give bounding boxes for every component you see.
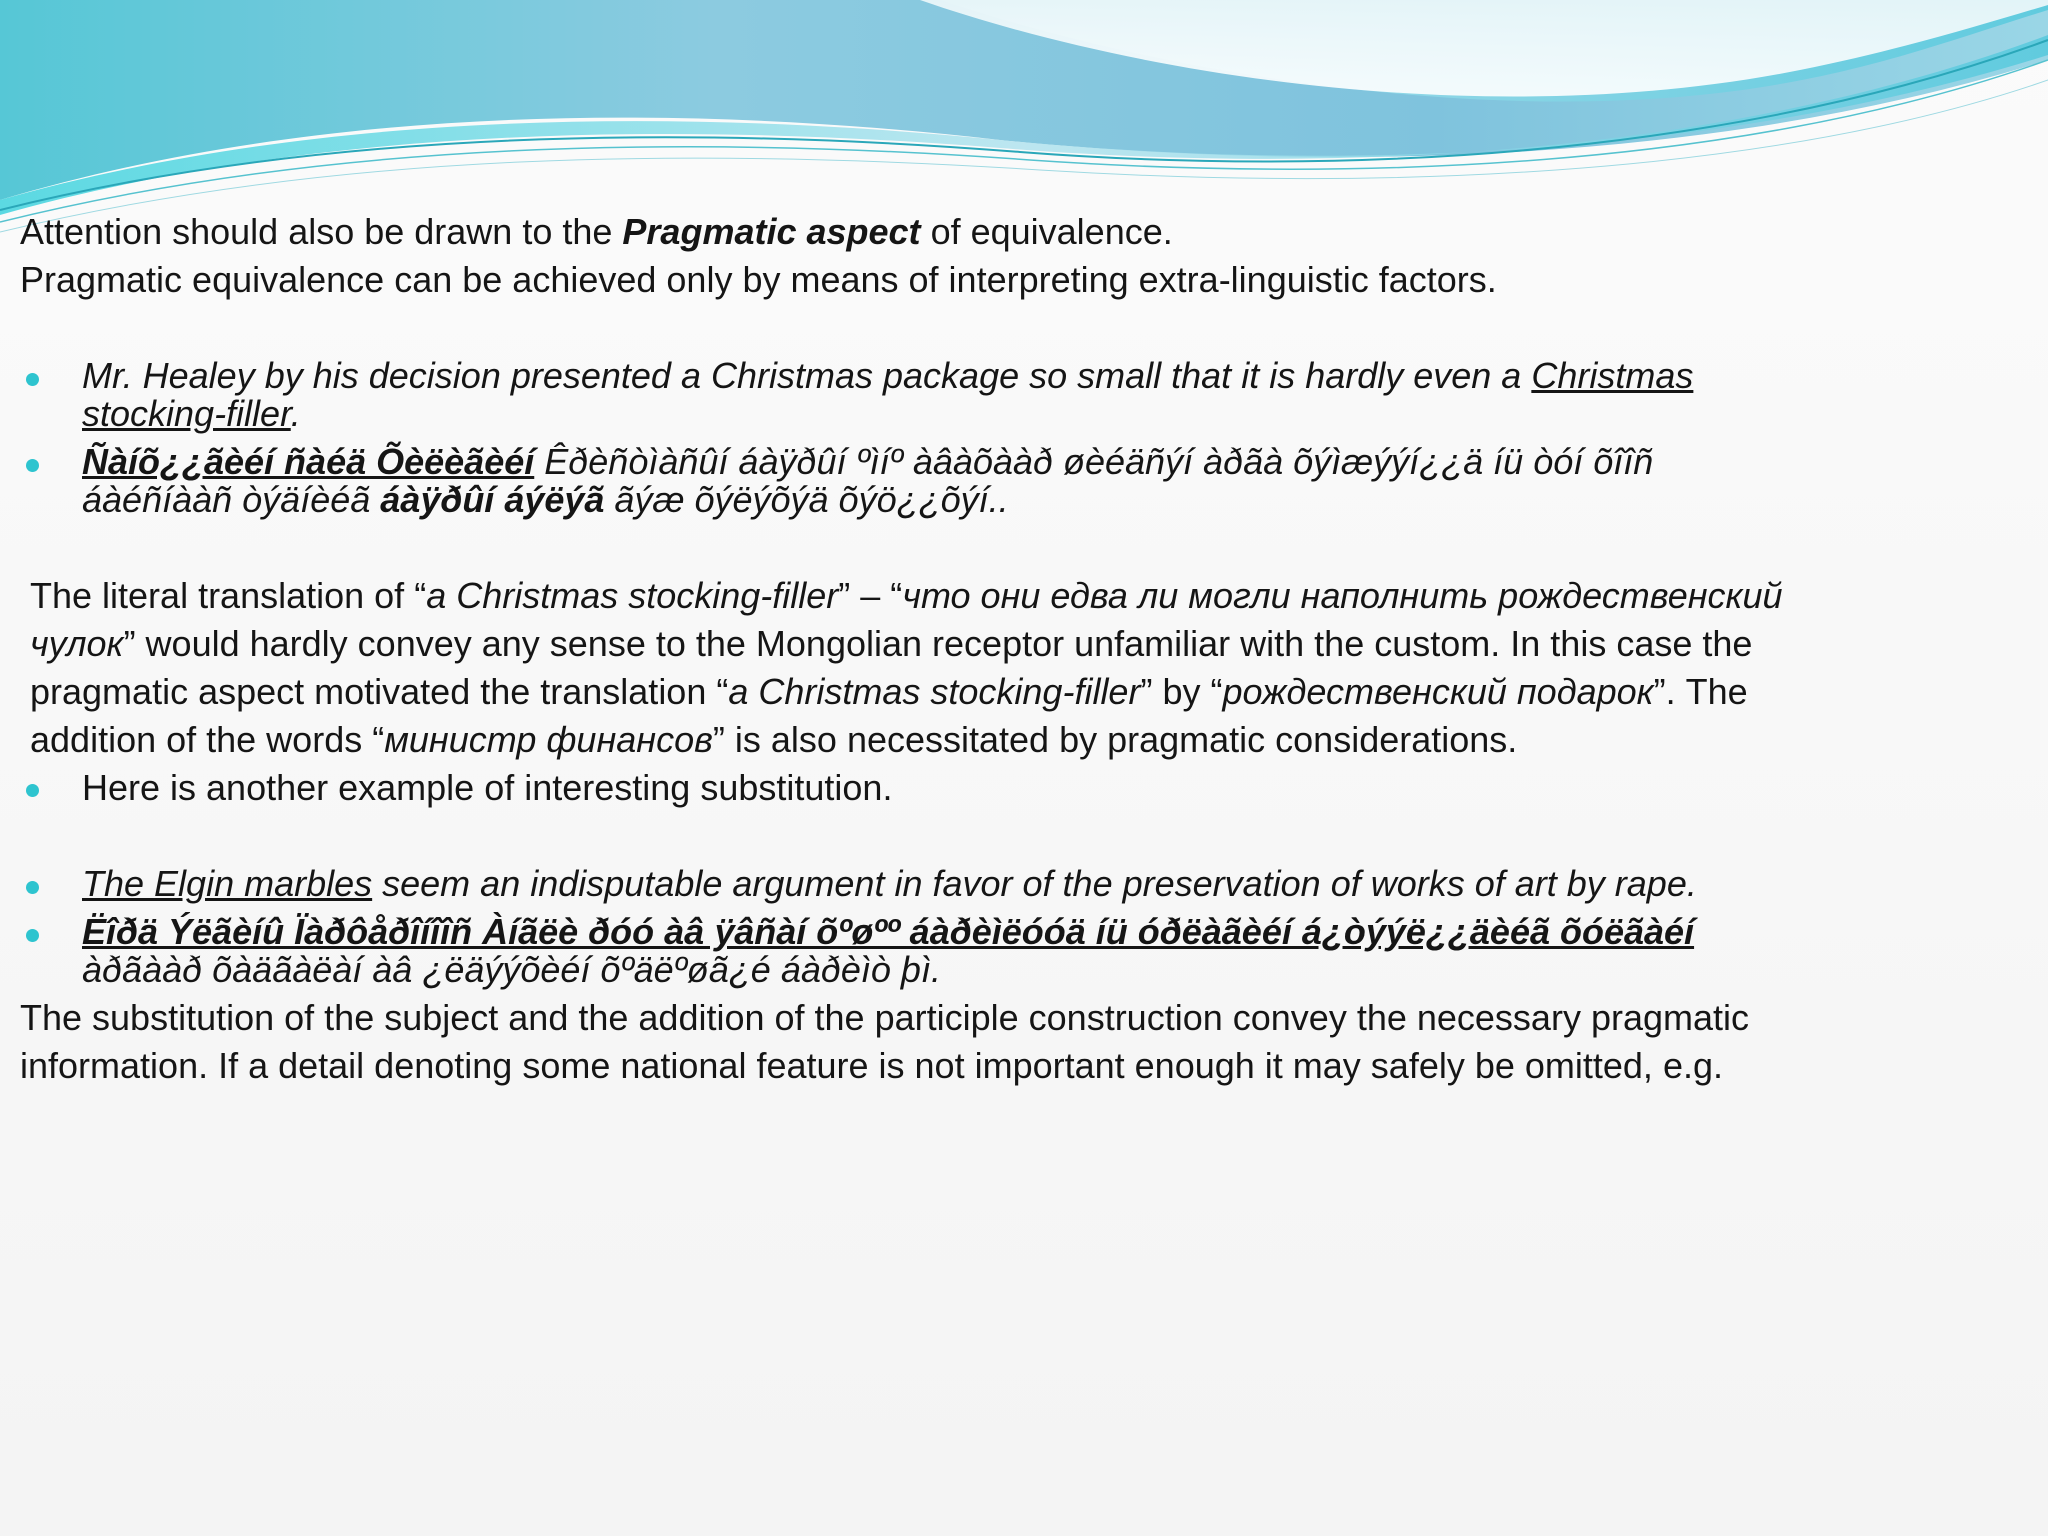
spacer	[20, 304, 1800, 352]
intro-text-end: of equivalence.	[920, 211, 1173, 252]
text-run: ” by “	[1140, 671, 1223, 712]
text-run: ” – “	[838, 575, 903, 616]
translation-subject: Ñàíõ¿¿ãèéí ñàéä Õèëèãèéí	[82, 441, 535, 482]
translation-text: Êðèñòìàñûí áàÿðûí ºìíº àâàõààð øèéäñýí àðãà õýìæýýí¿¿ä íü òóí õîîñ áàéñíààñ òýäíèéã	[82, 441, 1654, 520]
translation-bold-phrase: áàÿðûí áýëýã	[380, 479, 605, 520]
elgin-marbles-text: seem an indisputable argument in favor of the preservation of works of art by rape.	[372, 863, 1697, 904]
italic-run: a Christmas stocking-filler	[728, 671, 1141, 712]
text-run: The literal translation of “	[30, 575, 427, 616]
elgin-translation-bullet	[20, 908, 1800, 994]
header-wave-decoration	[0, 0, 2048, 240]
example-english-text: Mr. Healey by his decision presented a Christmas package so small that it is hardly even a	[82, 355, 1532, 396]
spacer	[20, 812, 1800, 860]
intro-text: Attention should also be drawn to the	[20, 211, 623, 252]
example-english-bullet	[20, 352, 1800, 438]
spacer	[20, 524, 1800, 572]
example-english-period: .	[290, 393, 301, 434]
slide-body	[20, 208, 1800, 1090]
definition-paragraph: Pragmatic equivalence can be achieved only by means of interpreting extra-linguistic factors.	[20, 259, 1497, 300]
text-run: ” would hardly convey any sense to the Mongolian receptor unfamiliar with the custom. In this case the pragmatic aspect motivated the translation “	[30, 623, 1753, 712]
example-english-underlined: Christmas stocking-filler	[82, 355, 1694, 434]
italic-run: рождественский подарок	[1222, 671, 1654, 712]
elgin-marbles-subject: The Elgin marbles	[82, 863, 373, 904]
conclusion-paragraph: The substitution of the subject and the addition of the participle construction convey the necessary pragmatic information. If a detail denoting some national feature is not important enough it may safely be omitted, e.g.	[20, 997, 1750, 1086]
italic-run: министр финансов	[384, 719, 713, 760]
elgin-translation-subject: Ëîðä Ýëãèíû Ïàðôåðîíîîñ Àíãëè ðóó àâ ÿâñàí õºøºº áàðèìëóóä íü óðëàãèéí á¿òýýë¿¿äèéã õóëãàéí	[82, 911, 1695, 952]
elgin-marbles-bullet	[20, 860, 1800, 908]
text-run: ”. The addition of the words “	[30, 671, 1748, 760]
intro-paragraph	[20, 208, 1800, 256]
italic-run: что они едва ли могли наполнить рождественский чулок	[30, 575, 1783, 664]
literal-translation-paragraph	[20, 572, 1800, 764]
example-translation-bullet	[20, 438, 1800, 524]
pragmatic-aspect-term: Pragmatic aspect	[622, 211, 921, 252]
another-example-bullet: Here is another example of interesting substitution.	[20, 764, 1800, 812]
elgin-translation-text: àðãààð õàäãàëàí àâ ¿ëäýýõèéí õºäëºøã¿é áàðèìò þì.	[82, 949, 941, 990]
translation-text-end: ãýæ õýëýõýä õýö¿¿õýí..	[604, 479, 1009, 520]
text-run: ” is also necessitated by pragmatic considerations.	[712, 719, 1518, 760]
italic-run: a Christmas stocking-filler	[426, 575, 839, 616]
